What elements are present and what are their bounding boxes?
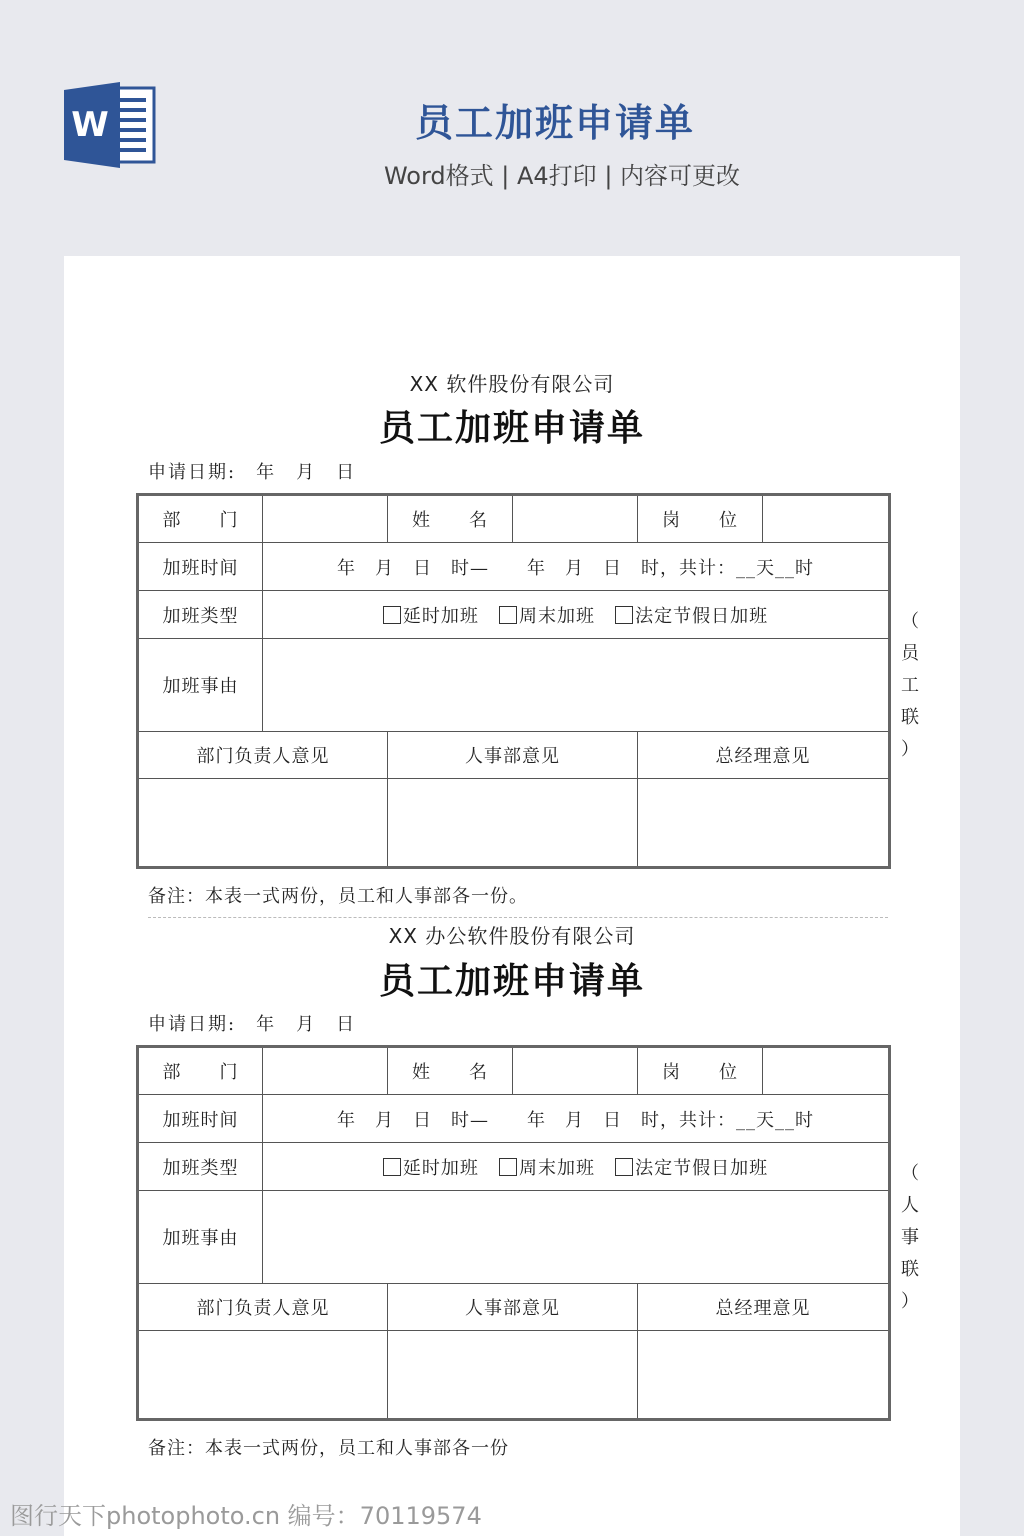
time-value[interactable]: 年 月 日 时— 年 月 日 时，共计：__天__时 [263,543,890,591]
checkbox-icon [615,1158,633,1176]
hr-opinion-label: 人事部意见 [388,1284,638,1331]
page-title: 员工加班申请单 [414,101,695,145]
type-options [263,1143,890,1191]
page-subtitle: Word格式 | A4打印 | 内容可更改 [383,162,741,190]
reason-label: 加班事由 [138,639,263,732]
application-table [136,493,891,869]
time-label: 加班时间 [138,543,263,591]
dept-field[interactable] [263,1047,388,1095]
gm-opinion-label: 总经理意见 [638,732,890,779]
apply-date: 申请日期: 年 月 日 [148,1014,357,1035]
time-label: 加班时间 [138,1095,263,1143]
name-label: 姓 名 [388,495,513,543]
hr-opinion-field[interactable] [388,779,638,868]
copy-label-employee: （ 员 工 联 ） [901,611,919,760]
checkbox-icon [615,606,633,624]
checkbox-weekend[interactable]: 周末加班 [499,1158,595,1179]
gm-opinion-label: 总经理意见 [638,1284,890,1331]
dept-field[interactable] [263,495,388,543]
remark: 备注：本表一式两份，员工和人事部各一份。 [148,886,528,907]
application-table [136,1045,891,1421]
apply-date: 申请日期: 年 月 日 [148,462,357,483]
type-options [263,591,890,639]
post-field[interactable] [763,1047,890,1095]
checkbox-icon [383,606,401,624]
reason-field[interactable] [263,1191,890,1284]
dept-head-opinion-field[interactable] [138,779,388,868]
checkbox-icon [499,1158,517,1176]
reason-label: 加班事由 [138,1191,263,1284]
gm-opinion-field[interactable] [638,1331,890,1420]
checkbox-holiday[interactable]: 法定节假日加班 [615,606,768,627]
watermark: 图行天下photophoto.cn 编号：70119574 [10,1502,482,1530]
hr-opinion-field[interactable] [388,1331,638,1420]
post-label: 岗 位 [638,495,763,543]
remark: 备注：本表一式两份，员工和人事部各一份 [148,1438,509,1459]
form-title: 员工加班申请单 [378,407,645,449]
checkbox-holiday[interactable]: 法定节假日加班 [615,1158,768,1179]
reason-field[interactable] [263,639,890,732]
checkbox-overtime[interactable]: 延时加班 [383,1158,479,1179]
dept-label: 部 门 [138,1047,263,1095]
name-field[interactable] [513,495,638,543]
company-name: XX 软件股份有限公司 [409,372,615,396]
copy-label-hr: （ 人 事 联 ） [901,1163,919,1312]
dept-label: 部 门 [138,495,263,543]
svg-text:W: W [71,105,109,145]
checkbox-weekend[interactable]: 周末加班 [499,606,595,627]
form-title: 员工加班申请单 [378,960,645,1002]
name-field[interactable] [513,1047,638,1095]
type-label: 加班类型 [138,591,263,639]
checkbox-icon [383,1158,401,1176]
dept-head-opinion-label: 部门负责人意见 [138,1284,388,1331]
type-label: 加班类型 [138,1143,263,1191]
post-label: 岗 位 [638,1047,763,1095]
name-label: 姓 名 [388,1047,513,1095]
company-name: XX 办公软件股份有限公司 [388,924,636,948]
gm-opinion-field[interactable] [638,779,890,868]
cut-line [148,917,888,918]
dept-head-opinion-field[interactable] [138,1331,388,1420]
checkbox-overtime[interactable]: 延时加班 [383,606,479,627]
time-value[interactable]: 年 月 日 时— 年 月 日 时，共计：__天__时 [263,1095,890,1143]
dept-head-opinion-label: 部门负责人意见 [138,732,388,779]
hr-opinion-label: 人事部意见 [388,732,638,779]
checkbox-icon [499,606,517,624]
post-field[interactable] [763,495,890,543]
